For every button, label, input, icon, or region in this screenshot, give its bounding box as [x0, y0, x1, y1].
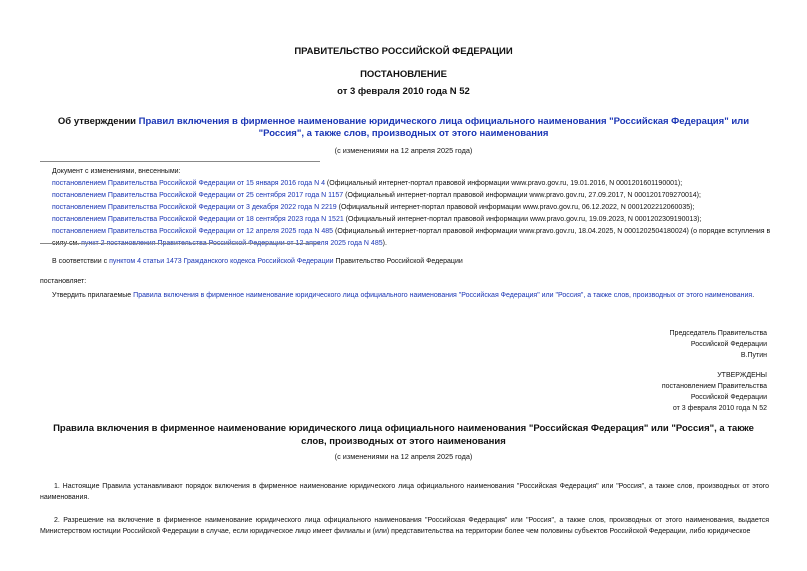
change-item-link[interactable]: постановлением Правительства Российской Федерации от 15 января 2016 года N 4 [52, 180, 325, 187]
change-item-text: (Официальный интернет-портал правовой информации www.pravo.gov.ru, 18.04.2025, N 0001202504180024) (о порядке вступления в силу см. [52, 228, 771, 247]
change-item-text: (Официальный интернет-портал правовой информации www.pravo.gov.ru, 06.12.2022, N 0001202212060035); [336, 204, 695, 211]
document-title [40, 116, 767, 140]
change-item-end: ). [382, 240, 387, 247]
change-item [52, 178, 777, 190]
change-item-link[interactable]: постановлением Правительства Российской Федерации от 3 декабря 2022 года N 2219 [52, 204, 337, 211]
change-item-text: (Официальный интернет-портал правовой информации www.pravo.gov.ru, 19.09.2023, N 0001202309190013); [343, 216, 702, 223]
change-item-link[interactable]: постановлением Правительства Российской Федерации от 12 апреля 2025 года N 485 [52, 228, 334, 235]
civil-code-link[interactable]: пунктом 4 статьи 1473 Гражданского кодекса Российской Федерации [109, 258, 334, 265]
approved-country: Российской Федерации [690, 394, 767, 401]
rules-edition-note: (с изменениями на 12 апреля 2025 года) [334, 452, 473, 461]
basis-paragraph [52, 258, 772, 265]
rules-title: Правила включения в фирменное наименование юридического лица официального наименования "Российская Федерация" или "Россия", а также слов, производных от этого наименования [53, 423, 754, 447]
change-item-text: (Официальный интернет-портал правовой информации www.pravo.gov.ru, 27.09.2017, N 0001201709270014); [343, 192, 701, 199]
change-item-text: (Официальный интернет-портал правовой информации www.pravo.gov.ru, 19.01.2016, N 0001201601190001); [324, 180, 683, 187]
document-type-heading: ПОСТАНОВЛЕНИЕ [360, 69, 447, 80]
changes-bottom-divider [40, 243, 320, 244]
government-heading: ПРАВИТЕЛЬСТВО РОССИЙСКОЙ ФЕДЕРАЦИИ [294, 46, 513, 57]
signature-country: Российской Федерации [690, 341, 767, 348]
approve-suffix: . [752, 292, 755, 299]
change-item [52, 214, 777, 226]
changes-top-divider [40, 161, 320, 162]
resolves-label: постановляет: [40, 278, 87, 285]
rules-paragraph-1: 1. Настоящие Правила устанавливают порядок включения в фирменное наименование юридического лица официального наименования "Российская Федерация" или "Россия", а также слов, производных от этого наименования. [40, 483, 769, 501]
approved-stamp: УТВЕРЖДЕНЫ [717, 372, 767, 379]
approve-prefix: Утвердить прилагаемые [52, 292, 134, 299]
change-item [52, 226, 777, 250]
rules-paragraph-2: 2. Разрешение на включение в фирменное наименование юридического лица официального наименования "Российская Федерация" или "Россия", а также слов, производных от этого наименования, выдается Министерством юстиции Российской Федерации в случае, если юридическое лицо имеет филиалы и (или) представительства на территории более чем половины субъектов Российской Федерации, либо юридическое [40, 517, 769, 535]
signature-name: В.Путин [740, 352, 767, 359]
document-date-number: от 3 февраля 2010 года N 52 [337, 86, 470, 97]
change-item [52, 190, 777, 202]
changes-intro: Документ с изменениями, внесенными: [52, 168, 181, 175]
approve-paragraph [40, 290, 769, 301]
basis-prefix: В соответствии с [52, 258, 110, 265]
approved-by: постановлением Правительства [661, 383, 767, 390]
document-title-prefix: Об утверждении [57, 116, 139, 127]
change-item [52, 202, 777, 214]
rules-title-link[interactable]: Правил включения в фирменное наименование юридического лица официального наименования "Российская Федерация" или "Россия", а также слов, производных от этого наименования [138, 116, 750, 139]
entry-into-force-link[interactable]: пункт 2 постановления Правительства Российской Федерации от 12 апреля 2025 года N 485 [81, 240, 383, 247]
approved-date: от 3 февраля 2010 года N 52 [672, 405, 767, 412]
edition-note: (с изменениями на 12 апреля 2025 года) [334, 146, 473, 155]
approved-rules-link[interactable]: Правила включения в фирменное наименование юридического лица официального наименования "Российская Федерация" или "Россия", а также слов, производных от этого наименования [133, 292, 753, 299]
signature-position: Председатель Правительства [669, 330, 767, 337]
basis-suffix: Правительство Российской Федерации [333, 258, 463, 265]
change-item-link[interactable]: постановлением Правительства Российской Федерации от 18 сентября 2023 года N 1521 [52, 216, 344, 223]
change-item-link[interactable]: постановлением Правительства Российской Федерации от 25 сентября 2017 года N 1157 [52, 192, 344, 199]
changes-block [52, 166, 777, 250]
